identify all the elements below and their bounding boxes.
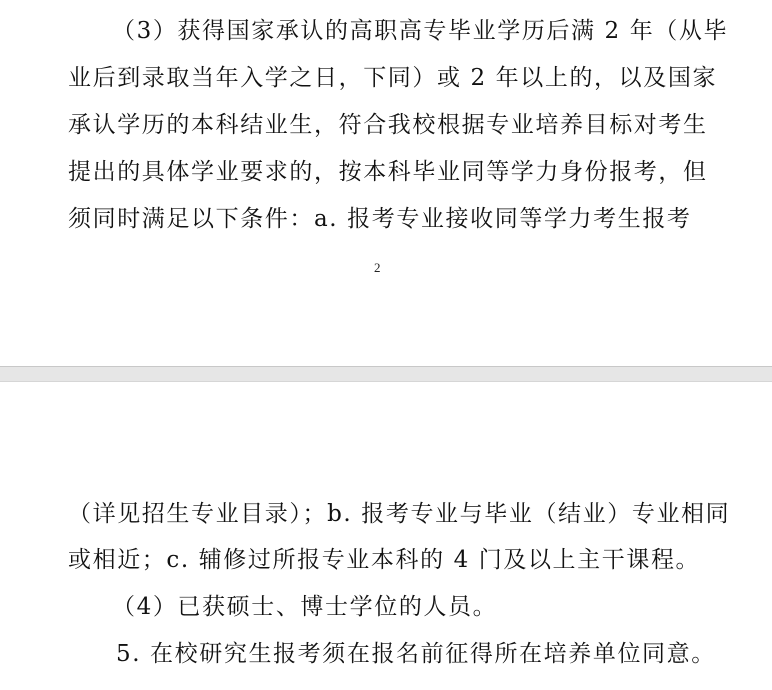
- text-line: 须同时满足以下条件：a. 报考专业接收同等学力考生报考: [68, 206, 692, 232]
- document-page-bottom: [0, 382, 772, 690]
- text-line: 业后到录取当年入学之日，下同）或 2 年以上的，以及国家: [68, 65, 718, 91]
- text-line: 承认学历的本科结业生，符合我校根据专业培养目标对考生: [68, 112, 708, 138]
- page-separator: [0, 366, 772, 382]
- text-line: （3）获得国家承认的高职高专毕业学历后满 2 年（从毕: [112, 18, 729, 44]
- text-line: （4）已获硕士、博士学位的人员。: [112, 594, 498, 620]
- text-line: （详见招生专业目录）；b. 报考专业与毕业（结业）专业相同: [68, 501, 731, 527]
- text-line: 提出的具体学业要求的，按本科毕业同等学力身份报考，但: [68, 159, 708, 185]
- page-number: 2: [374, 260, 381, 275]
- text-line: 5. 在校研究生报考须在报名前征得所在培养单位同意。: [116, 641, 716, 667]
- text-line: 或相近；c. 辅修过所报专业本科的 4 门及以上主干课程。: [68, 547, 701, 573]
